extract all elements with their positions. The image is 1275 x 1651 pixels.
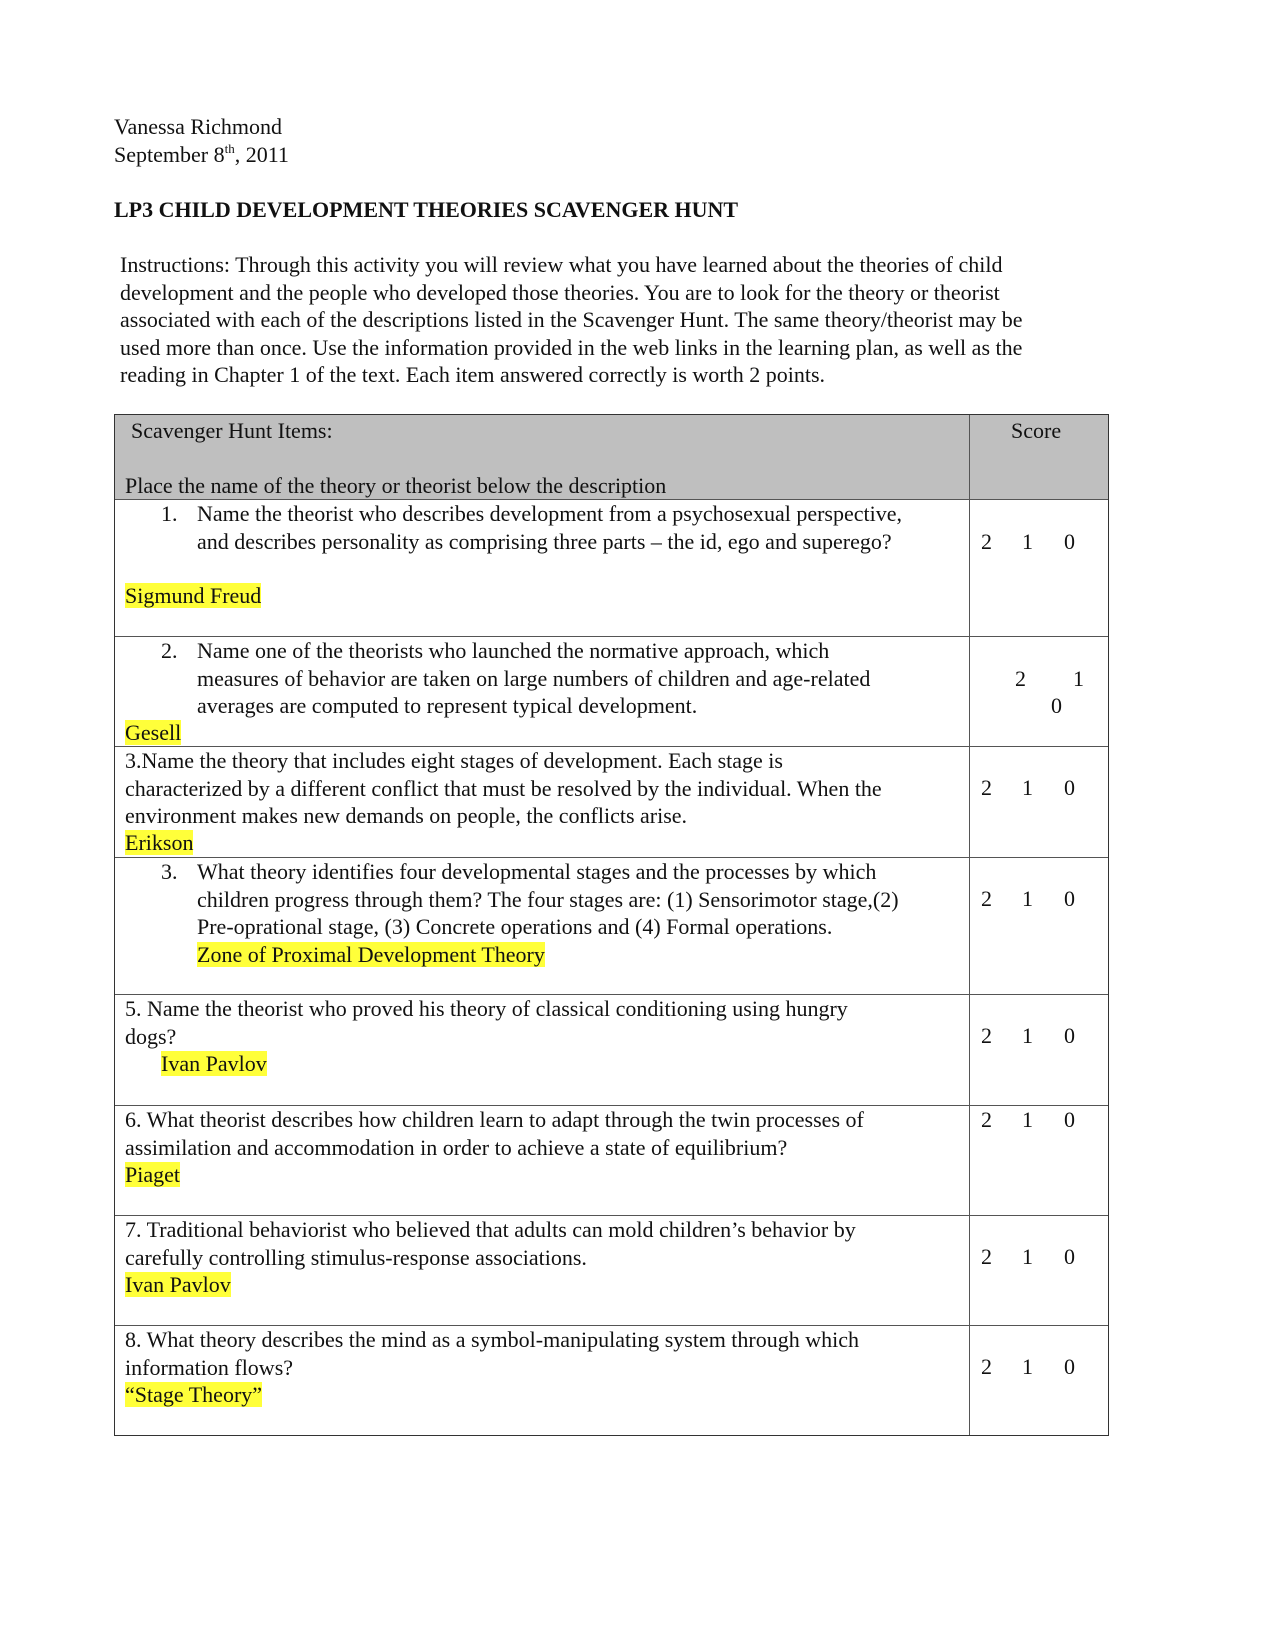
instructions	[120, 251, 1023, 389]
document-date: September 8th, 2011	[114, 141, 289, 167]
item-description: 5. Name the theorist who proved his theory of classical conditioning using hungry dogs?	[125, 996, 848, 1049]
header-score-label: Score	[1011, 418, 1062, 443]
header-items-label: Scavenger Hunt Items:	[131, 418, 333, 443]
item-number: 1.	[161, 501, 178, 526]
instructions-line: Instructions: Through this activity you will review what you have learned about the theories of child	[120, 252, 1003, 277]
item-answer: Erikson	[125, 830, 194, 855]
header-place-label: Place the name of the theory or theorist below the description	[125, 473, 667, 498]
item-answer: Piaget	[125, 1162, 180, 1187]
item-answer: Zone of Proximal Development Theory	[197, 941, 545, 967]
item-description: 7. Traditional behaviorist who believed that adults can mold children’s behavior by carefully controlling stimulus-response associations.	[125, 1217, 856, 1270]
item-description: Name one of the theorists who launched the normative approach, which measures of behavior are taken on large numbers of children and age-related averages are computed to represent typical development.	[197, 638, 871, 718]
item-answer: Gesell	[125, 720, 182, 745]
author-name: Vanessa Richmond	[114, 114, 283, 139]
instructions-line: associated with each of the descriptions listed in the Scavenger Hunt. The same theory/theorist may be	[120, 307, 1023, 332]
item-description: 3.Name the theory that includes eight stages of development. Each stage is characterized by a different conflict that must be resolved by the individual. When the environment makes new demands on people, the conflicts arise.	[125, 748, 882, 828]
instructions-line: development and the people who developed those theories. You are to look for the theory or theorist	[120, 279, 1000, 305]
item-number: 2.	[161, 638, 178, 663]
item-number: 3.	[161, 859, 178, 884]
scavenger-hunt-table: Scavenger Hunt Items: Place the name of the theory or theorist below the description Score 1. Name the theorist who describes development from a psychosexual perspective, and describes personality as comprising three parts – the id, ego and superego? Sigmund Freud 2 1 0 2. Name one of the theorists who launched the normative approach, which measures of behavior are taken on large numbers of children and age-related averages are computed to represent typical development. Gesell 2 1 0 3.Name the theory that includes eight stages of development. Each stage is characterized by a different conflict that must be resolved by the individual. When the environment makes new demands on people, the conflicts arise. Erikson 2 1 0 3. What theory identifies four developmental stages and the processes by which children progress through them? The four stages are: (1) Sensorimotor stage,(2) Pre-oprational stage, (3) Concrete operations and (4) Formal operations. Zone of Proximal Development Theory 2 1 0 5. Name the theorist who proved his theory of classical conditioning using hungry dogs? Ivan Pavlov 2 1 0 6. What theorist describes how children learn to adapt through the twin processes of assimilation and accommodation in order to achieve a state of equilibrium? Piaget 2 1 0 7. Traditional behaviorist who believed that adults can mold children’s behavior by carefully controlling stimulus-response associations. Ivan Pavlov 2 1 0 8. What theory describes the mind as a symbol-manipulating system through which information flows? “Stage Theory” 2 1 0	[114, 414, 1109, 1436]
item-answer: Sigmund Freud	[125, 583, 262, 608]
item-answer: “Stage Theory”	[125, 1382, 263, 1407]
item-description: What theory identifies four developmental stages and the processes by which children progress through them? The four stages are: (1) Sensorimotor stage,(2) Pre-oprational stage, (3) Concrete operations and (4) Formal operations. Zone of Proximal Development Theory	[197, 859, 899, 967]
item-answer: Ivan Pavlov	[161, 1051, 267, 1076]
item-description: 8. What theory describes the mind as a symbol-manipulating system through which information flows?	[125, 1327, 860, 1380]
item-description: Name the theorist who describes development from a psychosexual perspective, and describes personality as comprising three parts – the id, ego and superego?	[197, 501, 902, 554]
document-title: LP3 CHILD DEVELOPMENT THEORIES SCAVENGER HUNT	[114, 197, 739, 222]
item-answer: Ivan Pavlov	[125, 1272, 231, 1297]
item-description: 6. What theorist describes how children learn to adapt through the twin processes of assimilation and accommodation in order to achieve a state of equilibrium?	[125, 1107, 864, 1160]
instructions-line: used more than once. Use the information provided in the web links in the learning plan, as well as the	[120, 334, 1023, 360]
column-divider	[969, 415, 970, 1435]
instructions-line: reading in Chapter 1 of the text. Each item answered correctly is worth 2 points.	[120, 362, 826, 387]
